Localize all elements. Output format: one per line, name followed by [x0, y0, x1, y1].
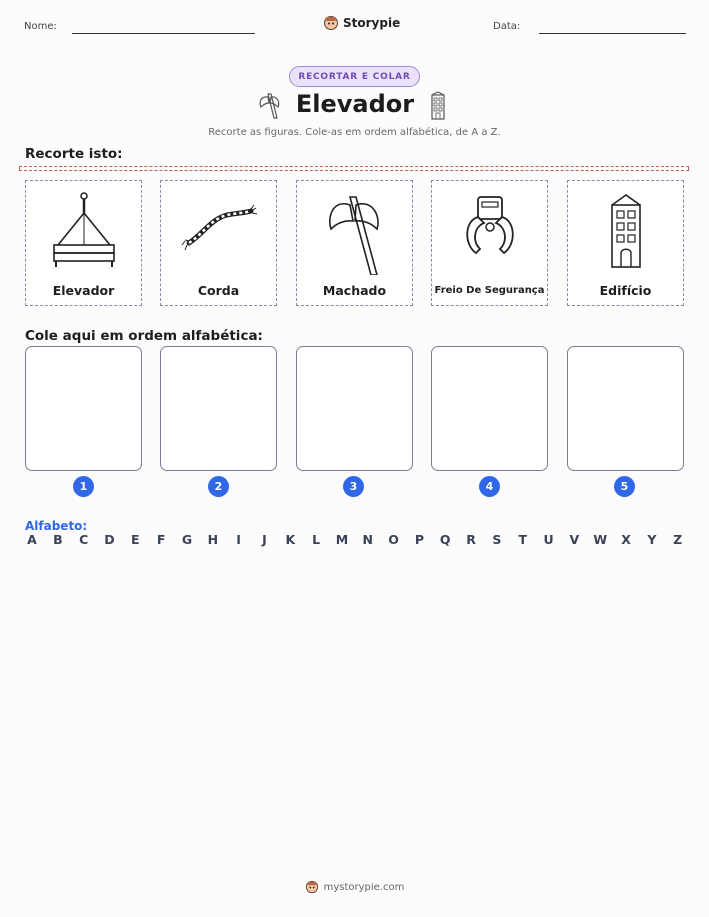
alphabet-letter: A	[27, 532, 37, 547]
slot-number-5: 5	[614, 476, 635, 497]
alphabet-row	[25, 532, 685, 547]
slot-number-2: 2	[208, 476, 229, 497]
brand-mascot-icon	[323, 15, 339, 31]
paste-slot-4[interactable]	[431, 346, 548, 471]
alphabet-heading: Alfabeto:	[25, 519, 88, 533]
alphabet-letter: Z	[673, 532, 683, 547]
cut-card-elevador[interactable]	[25, 180, 142, 306]
alphabet-letter: M	[335, 532, 349, 547]
alphabet-letter: O	[388, 532, 399, 547]
alphabet-letter: T	[518, 532, 527, 547]
alphabet-letter: L	[312, 532, 321, 547]
alphabet-letter: R	[466, 532, 476, 547]
alphabet-letter: D	[104, 532, 115, 547]
brand-mascot-icon	[305, 880, 319, 894]
brand-logo	[323, 15, 400, 31]
name-field[interactable]	[72, 33, 255, 34]
alphabet-letter: I	[236, 532, 241, 547]
alphabet-letter: C	[79, 532, 89, 547]
date-label: Data:	[493, 21, 521, 32]
alphabet-letter: S	[492, 532, 502, 547]
cut-card-edificio[interactable]	[567, 180, 684, 306]
paste-slot-5[interactable]	[567, 346, 684, 471]
building-icon	[429, 91, 447, 120]
alphabet-letter: F	[156, 532, 166, 547]
page-title: Elevador	[295, 90, 415, 118]
safety-brake-icon	[450, 191, 530, 275]
cut-card-freio-de-seguranca[interactable]	[431, 180, 548, 306]
alphabet-letter: W	[593, 532, 608, 547]
slot-number-4: 4	[479, 476, 500, 497]
instructions: Recorte as figuras. Cole-as em ordem alfabética, de A a Z.	[208, 127, 501, 138]
slot-number-1: 1	[73, 476, 94, 497]
elevator-platform-icon	[44, 191, 124, 275]
alphabet-letter: Q	[439, 532, 451, 547]
alphabet-letter: G	[181, 532, 193, 547]
alphabet-letter: U	[543, 532, 554, 547]
paste-slot-3[interactable]	[296, 346, 413, 471]
name-label: Nome:	[24, 21, 57, 32]
card-label: Edifício	[599, 283, 652, 298]
card-label: Machado	[322, 283, 387, 298]
alphabet-letter: E	[131, 532, 140, 547]
axe-icon	[315, 191, 395, 275]
activity-type-badge: RECORTAR E COLAR	[289, 66, 420, 87]
footer-site[interactable]: mystorypie.com	[323, 881, 405, 893]
paste-slot-2[interactable]	[160, 346, 277, 471]
card-label: Corda	[197, 283, 240, 298]
cut-card-machado[interactable]	[296, 180, 413, 306]
alphabet-letter: X	[621, 532, 631, 547]
brand-name: Storypie	[343, 16, 401, 30]
card-label: Freio De Segurança	[434, 285, 545, 296]
footer	[0, 880, 709, 894]
paste-section-heading: Cole aqui em ordem alfabética:	[25, 328, 263, 344]
building-icon	[586, 191, 666, 275]
date-field[interactable]	[539, 33, 686, 34]
alphabet-letter: N	[362, 532, 373, 547]
slot-number-3: 3	[343, 476, 364, 497]
cut-line	[19, 166, 689, 171]
card-label: Elevador	[52, 283, 115, 298]
alphabet-letter: P	[414, 532, 424, 547]
cut-card-corda[interactable]	[160, 180, 277, 306]
cut-section-heading: Recorte isto:	[25, 146, 123, 162]
alphabet-letter: V	[569, 532, 580, 547]
alphabet-letter: H	[207, 532, 219, 547]
alphabet-letter: K	[285, 532, 296, 547]
rope-icon	[179, 191, 259, 275]
paste-slot-1[interactable]	[25, 346, 142, 471]
alphabet-letter: Y	[647, 532, 657, 547]
alphabet-letter: J	[262, 532, 267, 547]
alphabet-letter: B	[53, 532, 63, 547]
